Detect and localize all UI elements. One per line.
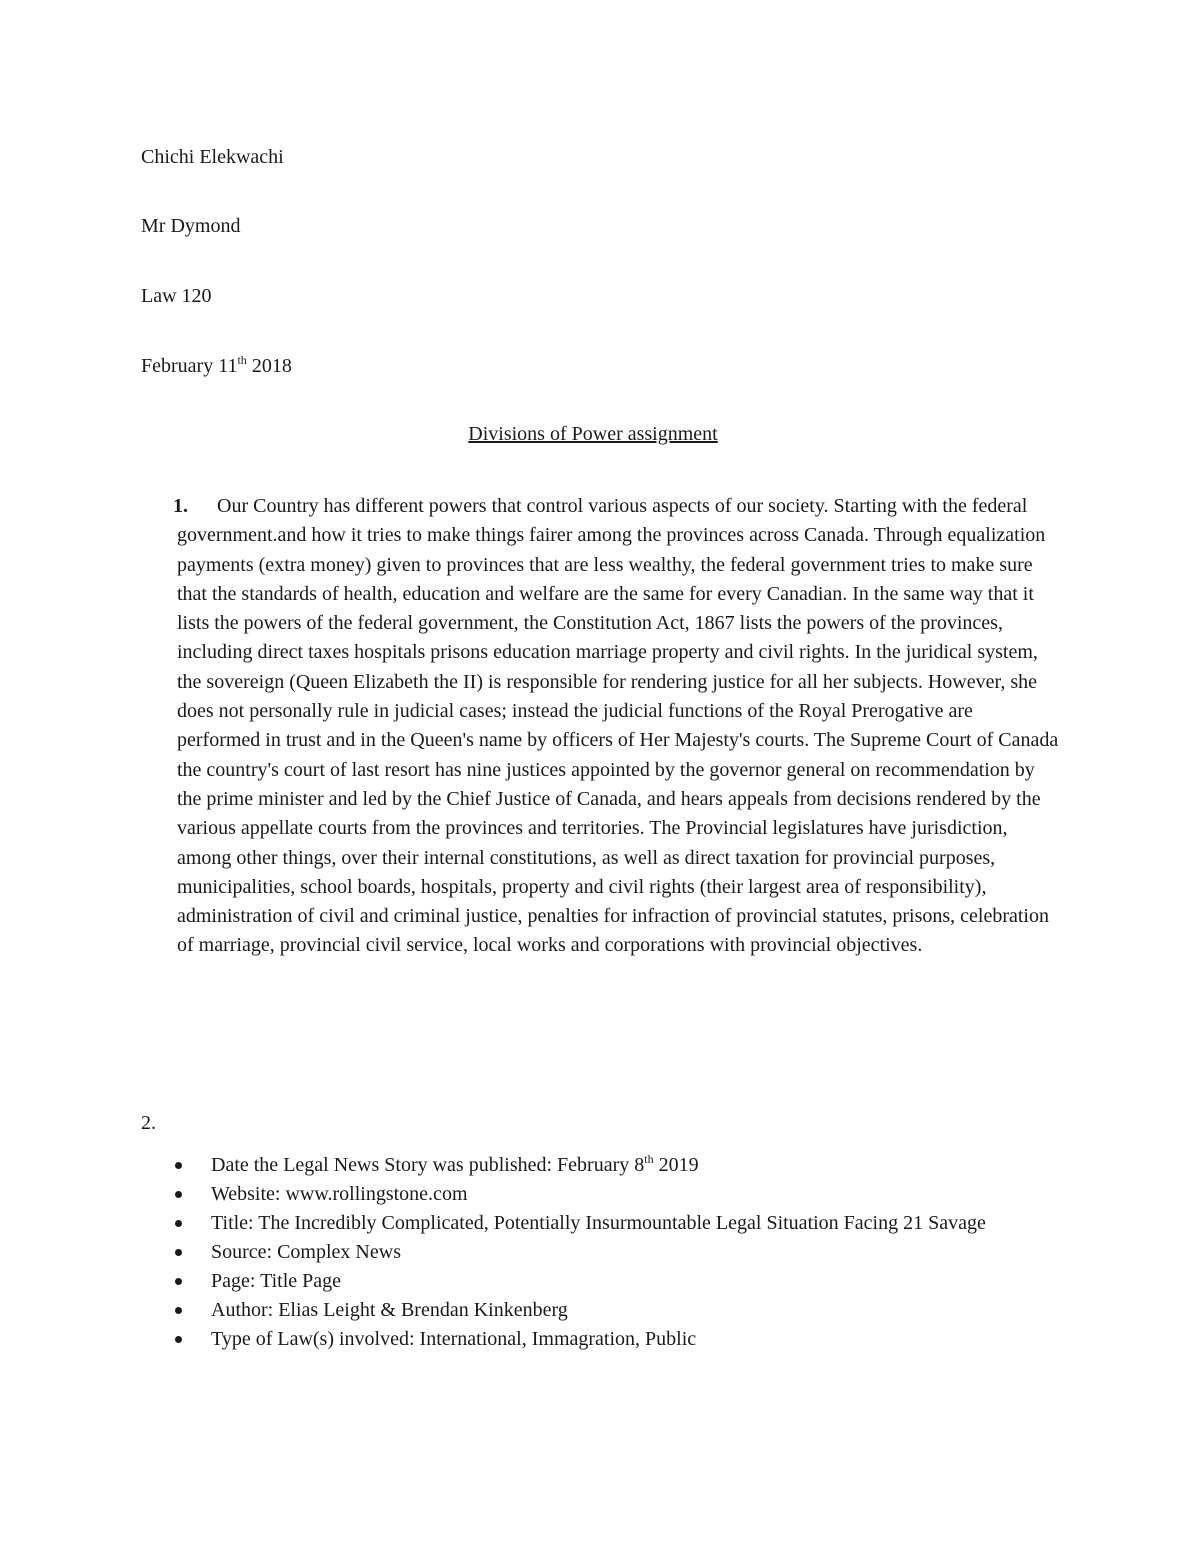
- list-item-law-type: [211, 1325, 1071, 1354]
- list-item-title-text: Title: The Incredibly Complicated, Potentially Insurmountable Legal Situation Facing 21 Savage: [211, 1212, 986, 1234]
- list-item-author-text: Author: Elias Leight & Brendan Kinkenberg: [211, 1299, 568, 1321]
- list-item-date-year: 2019: [653, 1154, 699, 1176]
- date-ordinal-suffix: th: [237, 353, 247, 367]
- document-title: Divisions of Power assignment: [468, 423, 718, 445]
- list-item-author: [211, 1296, 1071, 1325]
- bullet-icon: [175, 1336, 182, 1343]
- submission-date: [141, 354, 292, 378]
- date-year: 2018: [246, 355, 292, 377]
- bullet-icon: [175, 1307, 182, 1314]
- list-item-date: [211, 1151, 1071, 1180]
- list-item-page: [211, 1267, 1071, 1296]
- list-item-date-suffix: th: [644, 1152, 654, 1166]
- list-item-website-text: Website: www.rollingstone.com: [211, 1183, 468, 1205]
- question-1-answer: Our Country has different powers that control various aspects of our society. Starting with the federal government.and how it tries to make things fairer among the provinces across Canada. Through equalization payments (extra money) given to provinces that are less wealthy, the federal government tries to make sure that the standards of health, education and welfare are the same for every Canadian. In the same way that it lists the powers of the federal government, the Constitution Act, 1867 lists the powers of the provinces, including direct taxes hospitals prisons education marriage property and civil rights. In the juridical system, the sovereign (Queen Elizabeth the II) is responsible for rendering justice for all her subjects. However, she does not personally rule in judicial cases; instead the judicial functions of the Royal Prerogative are performed in trust and in the Queen's name by officers of Her Majesty's courts. The Supreme Court of Canada the country's court of last resort has nine justices appointed by the governor general on recommendation by the prime minister and led by the Chief Justice of Canada, and hears appeals from decisions rendered by the various appellate courts from the provinces and territories. The Provincial legislatures have jurisdiction, among other things, over their internal constitutions, as well as direct taxation for provincial purposes, municipalities, school boards, hospitals, property and civil rights (their largest area of responsibility), administration of civil and criminal justice, penalties for infraction of provincial statutes, prisons, celebration of marriage, provincial civil service, local works and corporations with provincial objectives.: [177, 495, 1059, 957]
- list-item-page-text: Page: Title Page: [211, 1270, 342, 1292]
- date-month-day: February 11: [141, 355, 238, 377]
- list-item-title: [211, 1209, 1071, 1238]
- bullet-icon: [175, 1278, 182, 1285]
- list-item-website: [211, 1180, 1071, 1209]
- bullet-icon: [175, 1249, 182, 1256]
- bullet-icon: [175, 1162, 182, 1169]
- course-name: Law 120: [141, 285, 212, 307]
- list-item-date-text: Date the Legal News Story was published: February 8: [211, 1154, 645, 1176]
- list-item-source-text: Source: Complex News: [211, 1241, 401, 1263]
- list-item-source: [211, 1238, 1071, 1267]
- list-item-law-type-text: Type of Law(s) involved: International, Immagration, Public: [211, 1328, 697, 1350]
- question-2-number: 2.: [141, 1112, 156, 1134]
- question-2-list: [211, 1151, 1071, 1354]
- student-name: Chichi Elekwachi: [141, 146, 284, 168]
- question-1-number: 1.: [173, 495, 188, 517]
- bullet-icon: [175, 1191, 182, 1198]
- bullet-icon: [175, 1220, 182, 1227]
- teacher-name: Mr Dymond: [141, 215, 241, 237]
- question-1: [141, 492, 1061, 961]
